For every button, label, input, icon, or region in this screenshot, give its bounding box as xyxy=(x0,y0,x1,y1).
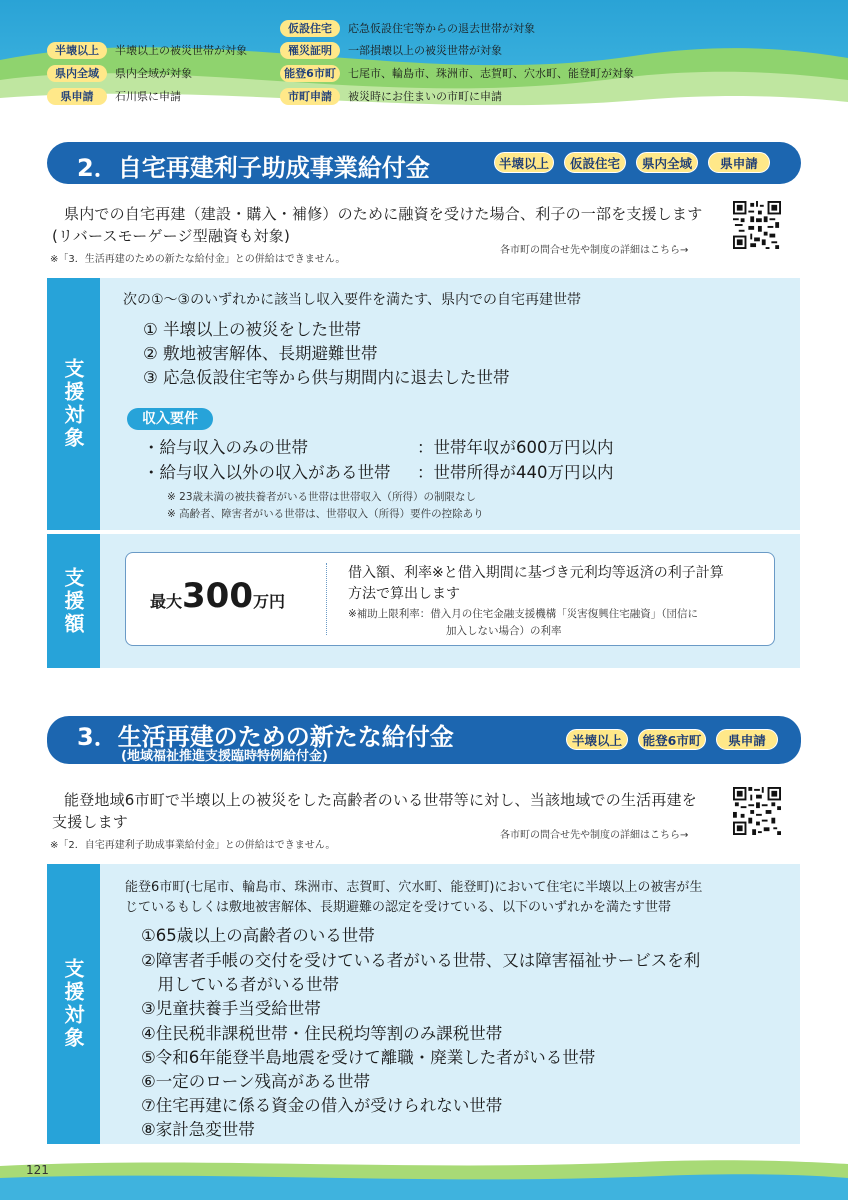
section2-title: 2．自宅再建利子助成事業給付金 xyxy=(77,154,430,182)
section2-target-side xyxy=(47,278,100,530)
legend-item-kennai xyxy=(47,64,192,82)
section3-target-item: 用している者がいる世帯 xyxy=(141,975,339,994)
income-row-left: ・給与収入のみの世帯 xyxy=(143,438,308,457)
section2-qr-caption: 各市町の問合せ先や制度の詳細はこちら→ xyxy=(500,245,689,256)
legend-item-noto6 xyxy=(280,64,634,82)
section3-note: ※「2．自宅再建利子助成事業給付金」との併給はできません。 xyxy=(50,840,336,851)
section2-target-label: 支援対象 xyxy=(61,358,85,450)
tag-ken-shinsei: 県申請 xyxy=(716,729,778,750)
legend-item-risai xyxy=(280,41,502,59)
section3-target-item: ①65歳以上の高齢者のいる世帯 xyxy=(141,926,375,945)
income-row-right: ：世帯年収が600万円以内 xyxy=(417,438,614,457)
legend-item-hankai xyxy=(47,41,247,59)
section2-amount-side xyxy=(47,534,100,668)
section2-target-panel xyxy=(47,278,800,530)
max-amount-unit: 万円 xyxy=(253,592,286,611)
legend-header xyxy=(0,0,848,118)
legend-text: 半壊以上の被災世帯が対象 xyxy=(115,44,247,57)
income-note: ※ 高齢者、障害者がいる世帯は、世帯収入（所得）要件の控除あり xyxy=(167,508,484,520)
section3-subtitle: (地域福祉推進支援臨時特例給付金) xyxy=(121,749,328,764)
legend-tag: 能登6市町 xyxy=(280,65,340,82)
section2-target-item: ① 半壊以上の被災をした世帯 xyxy=(143,320,362,339)
section2-target-item: ③ 応急仮設住宅等から供与期間内に退去した世帯 xyxy=(143,368,510,387)
amount-desc-line1: 借入額、利率※と借入期間に基づき元利均等返済の利子計算 xyxy=(348,565,724,581)
legend-tag: 仮設住宅 xyxy=(280,20,340,37)
section3-header xyxy=(47,716,801,764)
section3-target-side xyxy=(47,864,100,1144)
legend-tag: 市町申請 xyxy=(280,88,340,105)
amount-desc-line2: 方法で算出します xyxy=(348,586,460,602)
tag-kasetsu: 仮設住宅 xyxy=(564,152,626,173)
income-row-left: ・給与収入以外の収入がある世帯 xyxy=(143,463,391,482)
amount-note-line1: ※補助上限利率：借入月の住宅金融支援機構「災害復興住宅融資」（団信に xyxy=(348,608,699,620)
amount-divider xyxy=(326,563,327,635)
tag-kennai: 県内全域 xyxy=(636,152,698,173)
tag-hankai: 半壊以上 xyxy=(566,729,628,750)
section3-target-label: 支援対象 xyxy=(61,958,85,1050)
footer-wave-decoration xyxy=(0,1152,848,1200)
tag-hankai: 半壊以上 xyxy=(494,152,554,173)
legend-tag: 罹災証明 xyxy=(280,42,340,59)
section3-target-lead2: じているもしくは敷地被害解体、長期避難の認定を受けている、以下のいずれかを満たす世帯 xyxy=(125,900,672,915)
section2-amount-panel xyxy=(47,534,800,668)
max-amount-prefix: 最大 xyxy=(150,592,183,611)
section3-target-panel xyxy=(47,864,800,1144)
tag-noto6: 能登6市町 xyxy=(638,729,706,750)
legend-item-ken-shinsei xyxy=(47,87,181,105)
section3-qr-caption: 各市町の問合せ先や制度の詳細はこちら→ xyxy=(500,830,689,841)
section3-target-lead1: 能登6市町(七尾市、輪島市、珠洲市、志賀町、穴水町、能登町)において住宅に半壊以上の被害が生 xyxy=(125,880,703,895)
section2-amount-label: 支援額 xyxy=(61,566,85,636)
legend-text: 被災時にお住まいの市町に申請 xyxy=(348,90,502,103)
legend-item-kasetsu xyxy=(280,19,535,37)
section2-qr-code-icon[interactable] xyxy=(733,201,781,249)
income-note: ※ 23歳未満の被扶養者がいる世帯は世帯収入（所得）の制限なし xyxy=(167,491,476,503)
section2-intro-line2: (リバースモーゲージ型融資も対象) xyxy=(52,227,291,245)
section2-target-item: ② 敷地被害解体、長期避難世帯 xyxy=(143,344,378,363)
legend-text: 応急仮設住宅等からの退去世帯が対象 xyxy=(348,22,535,35)
section2-note: ※「3．生活再建のための新たな給付金」との併給はできません。 xyxy=(50,254,346,265)
section3-qr-code-icon[interactable] xyxy=(733,787,781,835)
legend-text: 七尾市、輪島市、珠洲市、志賀町、穴水町、能登町が対象 xyxy=(348,67,634,80)
section3-target-item: ⑤令和6年能登半島地震を受けて離職・廃業した者がいる世帯 xyxy=(141,1048,596,1067)
section3-target-item: ②障害者手帳の交付を受けている者がいる世帯、又は障害福祉サービスを利 xyxy=(141,951,701,970)
legend-text: 一部損壊以上の被災世帯が対象 xyxy=(348,44,502,57)
legend-tag: 県内全域 xyxy=(47,65,107,82)
legend-text: 県内全域が対象 xyxy=(115,67,192,80)
section3-target-item: ⑧家計急変世帯 xyxy=(141,1120,255,1139)
legend-tag: 半壊以上 xyxy=(47,42,107,59)
section3-title: 3．生活再建のための新たな給付金 xyxy=(77,723,454,751)
section3-target-item: ④住民税非課税世帯・住民税均等割のみ課税世帯 xyxy=(141,1024,503,1043)
section3-target-item: ⑥一定のローン残高がある世帯 xyxy=(141,1072,370,1091)
section3-target-item: ③児童扶養手当受給世帯 xyxy=(141,999,321,1018)
max-amount-value: 300 xyxy=(182,576,253,616)
max-amount xyxy=(150,576,286,616)
legend-tag: 県申請 xyxy=(47,88,107,105)
tag-ken-shinsei: 県申請 xyxy=(708,152,770,173)
page-number: 121 xyxy=(26,1163,49,1177)
income-requirement-tag: 収入要件 xyxy=(127,408,213,430)
section2-intro-line1: 県内での自宅再建（建設・購入・補修）のために融資を受けた場合、利子の一部を支援します xyxy=(64,205,703,223)
section3-target-item: ⑦住宅再建に係る資金の借入が受けられない世帯 xyxy=(141,1096,503,1115)
legend-text: 石川県に申請 xyxy=(115,90,181,103)
section2-target-lead: 次の①～③のいずれかに該当し収入要件を満たす、県内での自宅再建世帯 xyxy=(123,292,581,308)
legend-item-shicho-shinsei xyxy=(280,87,502,105)
amount-note-line2: 加入しない場合）の利率 xyxy=(446,625,562,637)
income-row-right: ：世帯所得が440万円以内 xyxy=(417,463,614,482)
amount-box xyxy=(125,552,775,646)
section2-header xyxy=(47,142,801,184)
section3-intro-line1: 能登地域6市町で半壊以上の被災をした高齢者のいる世帯等に対し、当該地域での生活再建を xyxy=(64,791,697,809)
section3-intro-line2: 支援します xyxy=(52,813,129,831)
